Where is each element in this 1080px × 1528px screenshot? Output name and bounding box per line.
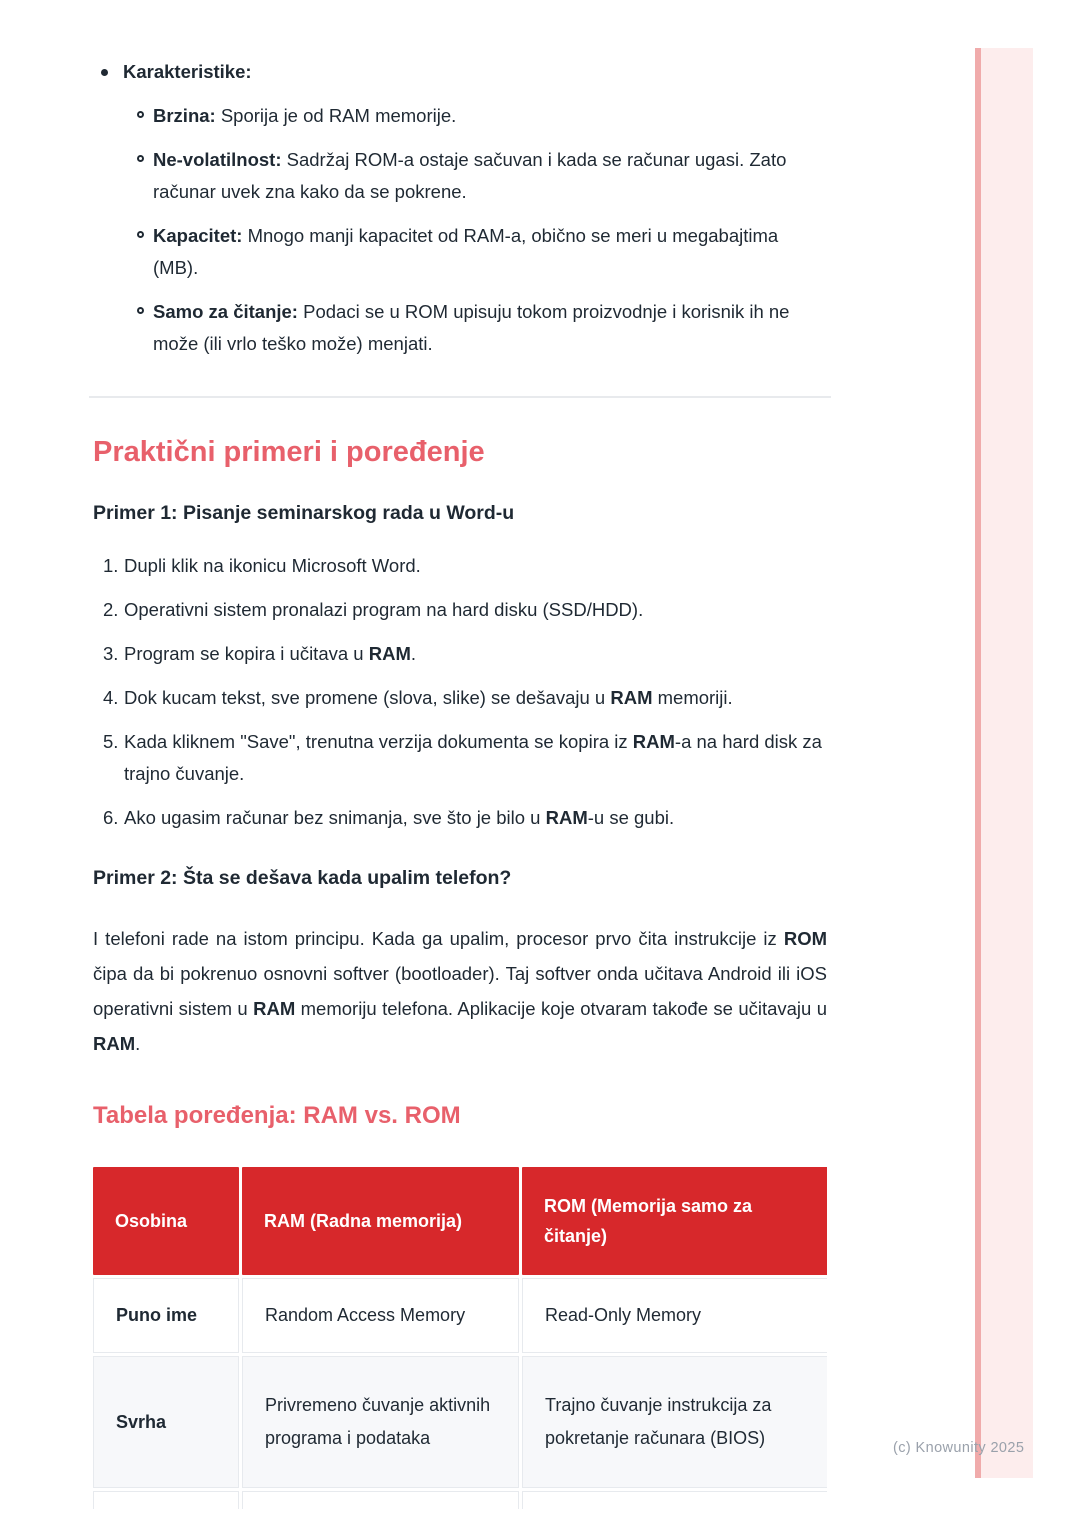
table-cell: Read-Only Memory [522, 1278, 827, 1353]
circle-bullet-icon [137, 155, 144, 162]
item-text: Mnogo manji kapacitet od RAM-a, obično se meri u megabajtima (MB). [153, 225, 779, 278]
table-row [93, 1491, 827, 1509]
list-item [93, 56, 827, 88]
example2-title: Primer 2: Šta se dešava kada upalim telefon? [93, 867, 512, 889]
item-label: Brzina: [153, 105, 216, 126]
document-content [93, 0, 827, 1509]
list-item [93, 682, 827, 714]
characteristics-title: Karakteristike: [123, 61, 252, 82]
step-text: Program se kopira i učitava u RAM. [124, 643, 416, 664]
step-text: Kada kliknem "Save", trenutna verzija dokumenta se kopira iz RAM-a na hard disk za trajno čuvanje. [124, 731, 822, 784]
circle-bullet-icon [137, 111, 144, 118]
step-text: Operativni sistem pronalazi program na hard disku (SSD/HDD). [124, 599, 644, 620]
step-number: 3. [103, 643, 119, 664]
table-row [93, 1356, 827, 1488]
example1-steps-list [93, 550, 827, 834]
table-cell: Privremeno čuvanje aktivnih programa i podataka [242, 1356, 519, 1488]
table-heading: Tabela poređenja: RAM vs. ROM [93, 1102, 461, 1129]
circle-bullet-icon [137, 231, 144, 238]
section-divider [89, 396, 831, 398]
list-item [93, 638, 827, 670]
circle-bullet-icon [137, 307, 144, 314]
list-item [93, 726, 827, 790]
list-item [93, 220, 827, 284]
item-label: Ne-volatilnost: [153, 149, 282, 170]
table-cell [93, 1491, 239, 1509]
example1-title: Primer 1: Pisanje seminarskog rada u Word-u [93, 502, 515, 524]
item-text: Podaci se u ROM upisuju tokom proizvodnje i korisnik ih ne može (ili vrlo teško može) menjati. [153, 301, 790, 354]
step-number: 6. [103, 807, 119, 828]
list-item [93, 100, 827, 132]
comparison-table-wrapper [90, 1164, 827, 1509]
step-number: 2. [103, 599, 119, 620]
item-text: Sadržaj ROM-a ostaje sačuvan i kada se računar ugasi. Zato računar uvek zna kako da se pokrene. [153, 149, 787, 202]
section-heading: Praktični primeri i poređenje [93, 436, 485, 468]
example2-paragraph: I telefoni rade na istom principu. Kada ga upalim, procesor prvo čita instrukcije iz ROM čipa da bi pokrenuo osnovni softver (bootloader). Taj softver onda učitava Android ili iOS operativni sistem u RAM memoriju telefona. Aplikacije koje otvaram takođe se učitavaju u RAM. [93, 928, 827, 1054]
table-row [93, 1278, 827, 1353]
table-header-cell: ROM (Memorija samo za čitanje) [522, 1167, 827, 1275]
list-item [93, 594, 827, 626]
step-text: Dupli klik na ikonicu Microsoft Word. [124, 555, 421, 576]
table-cell [242, 1491, 519, 1509]
characteristics-block [93, 56, 827, 360]
table-cell: Trajno čuvanje instrukcija za pokretanje računara (BIOS) [522, 1356, 827, 1488]
list-item [93, 802, 827, 834]
table-cell [522, 1491, 827, 1509]
copyright-watermark: (c) Knowunity 2025 [893, 1440, 1025, 1456]
characteristics-sublist [93, 100, 827, 360]
table-cell: Puno ime [93, 1278, 239, 1353]
item-text: Sporija je od RAM memorije. [215, 105, 457, 126]
list-item [93, 296, 827, 360]
list-item [93, 550, 827, 582]
item-label: Samo za čitanje: [153, 301, 298, 322]
step-number: 4. [103, 687, 119, 708]
table-cell: Random Access Memory [242, 1278, 519, 1353]
step-number: 5. [103, 731, 119, 752]
side-accent-stripe [975, 48, 1033, 1478]
bullet-icon [101, 69, 108, 76]
comparison-table [90, 1164, 827, 1509]
step-text: Ako ugasim računar bez snimanja, sve što je bilo u RAM-u se gubi. [124, 807, 675, 828]
table-header-cell: RAM (Radna memorija) [242, 1167, 519, 1275]
table-cell: Svrha [93, 1356, 239, 1488]
list-item [93, 144, 827, 208]
step-number: 1. [103, 555, 119, 576]
item-label: Kapacitet: [153, 225, 243, 246]
table-header-row [93, 1167, 827, 1275]
step-text: Dok kucam tekst, sve promene (slova, slike) se dešavaju u RAM memoriji. [124, 687, 733, 708]
table-header-cell: Osobina [93, 1167, 239, 1275]
